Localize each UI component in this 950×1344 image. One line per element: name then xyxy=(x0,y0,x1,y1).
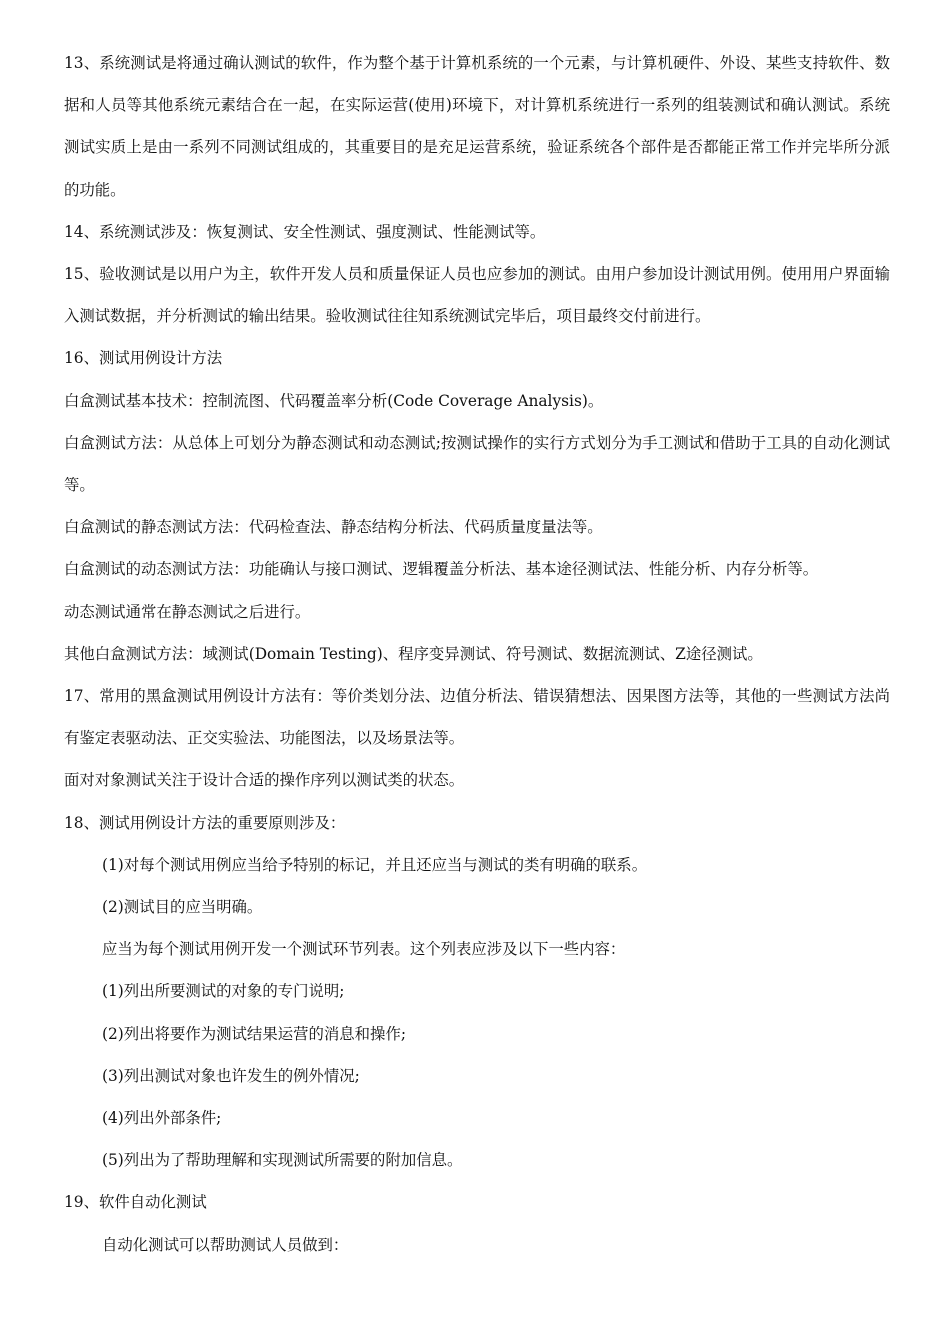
heading-18-principles: 18、测试用例设计方法的重要原则涉及： xyxy=(64,813,346,832)
paragraph-14-system-testing-types: 14、系统测试涉及：恢复测试、安全性测试、强度测试、性能测试等。 xyxy=(64,222,546,241)
paragraph-whitebox-methods: 白盒测试方法：从总体上可划分为静态测试和动态测试;按测试操作的实行方式划分为手工测试和借助于工具的自动化测试等。 xyxy=(64,433,890,495)
list-item-step-1: (1)列出所要测试的对象的专门说明; xyxy=(102,982,345,1001)
list-item-step-4: (4)列出外部条件; xyxy=(102,1109,222,1128)
paragraph-13-system-testing: 13、系统测试是将通过确认测试的软件，作为整个基于计算机系统的一个元素，与计算机硬件、外设、某些支持软件、数据和人员等其他系统元素结合在一起，在实际运营(使用)环境下，对计算机系统进行一系列的组装测试和确认测试。系统测试实质上是由一系列不同测试组成的，其重要目的是充足运营系统，验证系统各个部件是否都能正常工作并完毕所分派的功能。 xyxy=(64,54,890,199)
heading-19-automation: 19、软件自动化测试 xyxy=(64,1193,207,1212)
list-item-step-2: (2)列出将要作为测试结果运营的消息和操作; xyxy=(102,1024,407,1043)
paragraph-whitebox-basic: 白盒测试基本技术：控制流图、代码覆盖率分析(Code Coverage Analysis)。 xyxy=(64,391,604,410)
paragraph-17-blackbox: 17、常用的黑盒测试用例设计方法有：等价类划分法、边值分析法、错误猜想法、因果图方法等，其他的一些测试方法尚有鉴定表驱动法、正交实验法、功能图法，以及场景法等。 xyxy=(64,687,890,748)
paragraph-dynamic-after-static: 动态测试通常在静态测试之后进行。 xyxy=(64,602,311,621)
heading-16-test-case-design: 16、测试用例设计方法 xyxy=(64,349,223,368)
list-item-principle-1: (1)对每个测试用例应当给予特别的标记，并且还应当与测试的类有明确的联系。 xyxy=(102,855,648,874)
paragraph-whitebox-dynamic: 白盒测试的动态测试方法：功能确认与接口测试、逻辑覆盖分析法、基本途径测试法、性能分析、内存分析等。 xyxy=(64,560,819,579)
list-item-principle-2: (2)测试目的应当明确。 xyxy=(102,898,263,917)
paragraph-15-acceptance-testing: 15、验收测试是以用户为主，软件开发人员和质量保证人员也应参加的测试。由用户参加设计测试用例。使用用户界面输入测试数据，并分析测试的输出结果。验收测试往往知系统测试完毕后，项目最终交付前进行。 xyxy=(64,265,890,326)
paragraph-other-whitebox: 其他白盒测试方法：域测试(Domain Testing)、程序变异测试、符号测试、数据流测试、Z途径测试。 xyxy=(64,644,763,663)
document-page xyxy=(64,42,890,1266)
paragraph-object-oriented: 面对对象测试关注于设计合适的操作序列以测试类的状态。 xyxy=(64,771,465,790)
list-item-step-5: (5)列出为了帮助理解和实现测试所需要的附加信息。 xyxy=(102,1151,463,1170)
paragraph-whitebox-static: 白盒测试的静态测试方法：代码检查法、静态结构分析法、代码质量度量法等。 xyxy=(64,518,603,537)
paragraph-automation-intro: 自动化测试可以帮助测试人员做到： xyxy=(102,1235,349,1254)
list-item-step-3: (3)列出测试对象也许发生的例外情况; xyxy=(102,1066,360,1085)
paragraph-step-list-intro: 应当为每个测试用例开发一个测试环节列表。这个列表应涉及以下一些内容： xyxy=(102,940,626,959)
